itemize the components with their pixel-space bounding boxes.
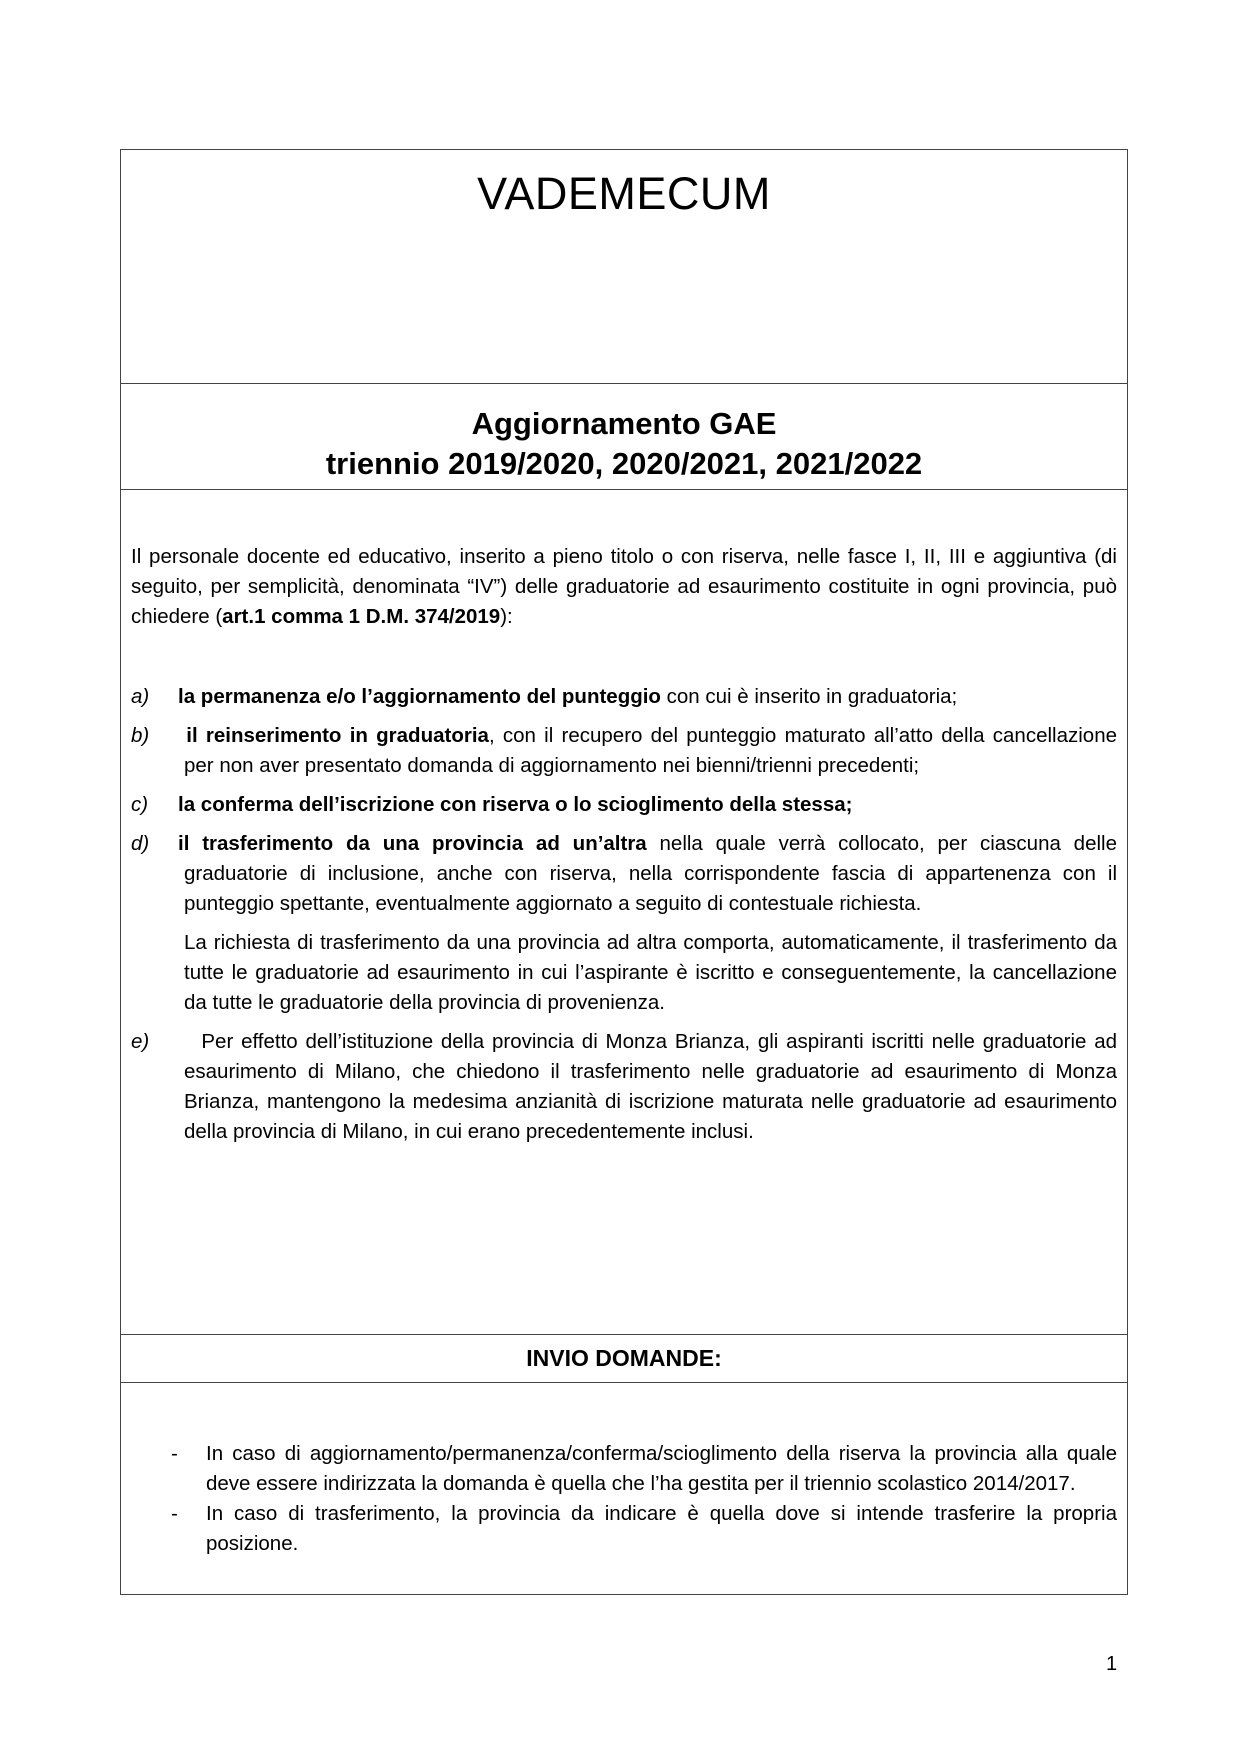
item-bold-text: la conferma dell’iscrizione con riserva o lo scioglimento della stessa; — [178, 793, 853, 816]
page-title: VADEMECUM — [477, 168, 771, 219]
item-bold-text: il reinserimento in graduatoria — [186, 724, 489, 747]
content-frame — [120, 149, 1128, 1595]
items-list — [131, 682, 1117, 1156]
item-text: con cui è inserito in graduatoria; — [660, 685, 958, 708]
bullet-list — [131, 1439, 1117, 1559]
subtitle-line-1: Aggiornamento GAE — [471, 406, 777, 441]
item-label: a) — [131, 685, 150, 708]
bullet-text: In caso di aggiornamento/permanenza/conferma/scioglimento della riserva la provincia alla quale deve essere indirizzata la domanda è quella che l’ha gestita per il triennio scolastico 2014/2017. — [206, 1442, 1117, 1495]
item-label: e) — [131, 1030, 150, 1053]
bullet-text: In caso di trasferimento, la provincia da indicare è quella dove si intende trasferire la propria posizione. — [206, 1502, 1117, 1555]
item-extra-paragraph: La richiesta di trasferimento da una provincia ad altra comporta, automaticamente, il trasferimento da tutte le graduatorie ad esaurimento in cui l’aspirante è iscritto e conseguentemente, la cancellazione da tutte le graduatorie della provincia di provenienza. — [184, 931, 1117, 1014]
list-item — [131, 790, 1117, 820]
item-label: c) — [131, 793, 149, 816]
bullet-dash: - — [171, 1502, 178, 1525]
item-bold-text: il trasferimento da una provincia ad un’altra — [178, 832, 647, 855]
body-section — [121, 490, 1127, 1335]
title-section — [121, 150, 1127, 384]
item-bold-text: la permanenza e/o l’aggiornamento del punteggio — [178, 685, 661, 708]
list-item — [131, 721, 1117, 781]
intro-text: Il personale docente ed educativo, inserito a pieno titolo o con riserva, nelle fasce I, II, III e aggiuntiva (di seguito, per semplicità, denominata “IV”) delle graduatorie ad esaurimento costituite in ogni provincia, può chiedere ( — [131, 545, 1117, 628]
item-text: , con il recupero del punteggio maturato all’atto della cancellazione per non aver presentato domanda di aggiornamento nei bienni/trienni precedenti; — [184, 724, 1117, 777]
item-text: nella quale verrà collocato, per ciascuna delle graduatorie di inclusione, anche con riserva, nella corrispondente fascia di appartenenza con il punteggio spettante, eventualmente aggiornato a seguito di contestuale richiesta. — [184, 832, 1117, 915]
item-label: b) — [131, 724, 150, 747]
list-item — [131, 1027, 1117, 1147]
list-item — [131, 1499, 1117, 1559]
list-item — [131, 829, 1117, 919]
intro-end: ): — [500, 605, 513, 628]
invio-heading: INVIO DOMANDE: — [526, 1345, 722, 1371]
intro-paragraph — [131, 542, 1117, 632]
subtitle-section — [121, 384, 1127, 490]
item-label: d) — [131, 832, 150, 855]
intro-reference: art.1 comma 1 D.M. 374/2019 — [222, 605, 501, 628]
invio-list-section — [121, 1383, 1127, 1594]
list-item — [131, 1439, 1117, 1499]
subtitle-line-2: triennio 2019/2020, 2020/2021, 2021/2022 — [325, 446, 923, 481]
page-number: 1 — [1106, 1653, 1118, 1675]
item-text: Per effetto dell’istituzione della provincia di Monza Brianza, gli aspiranti iscritti nelle graduatorie ad esaurimento di Milano, che chiedono il trasferimento nelle graduatorie ad esaurimento di Monza Brianza, mantengono la medesima anzianità di iscrizione maturata nelle graduatorie ad esaurimento della provincia di Milano, in cui erano precedentemente inclusi. — [184, 1030, 1117, 1143]
list-item — [131, 682, 1117, 712]
bullet-dash: - — [171, 1442, 178, 1465]
invio-heading-section — [121, 1335, 1127, 1383]
